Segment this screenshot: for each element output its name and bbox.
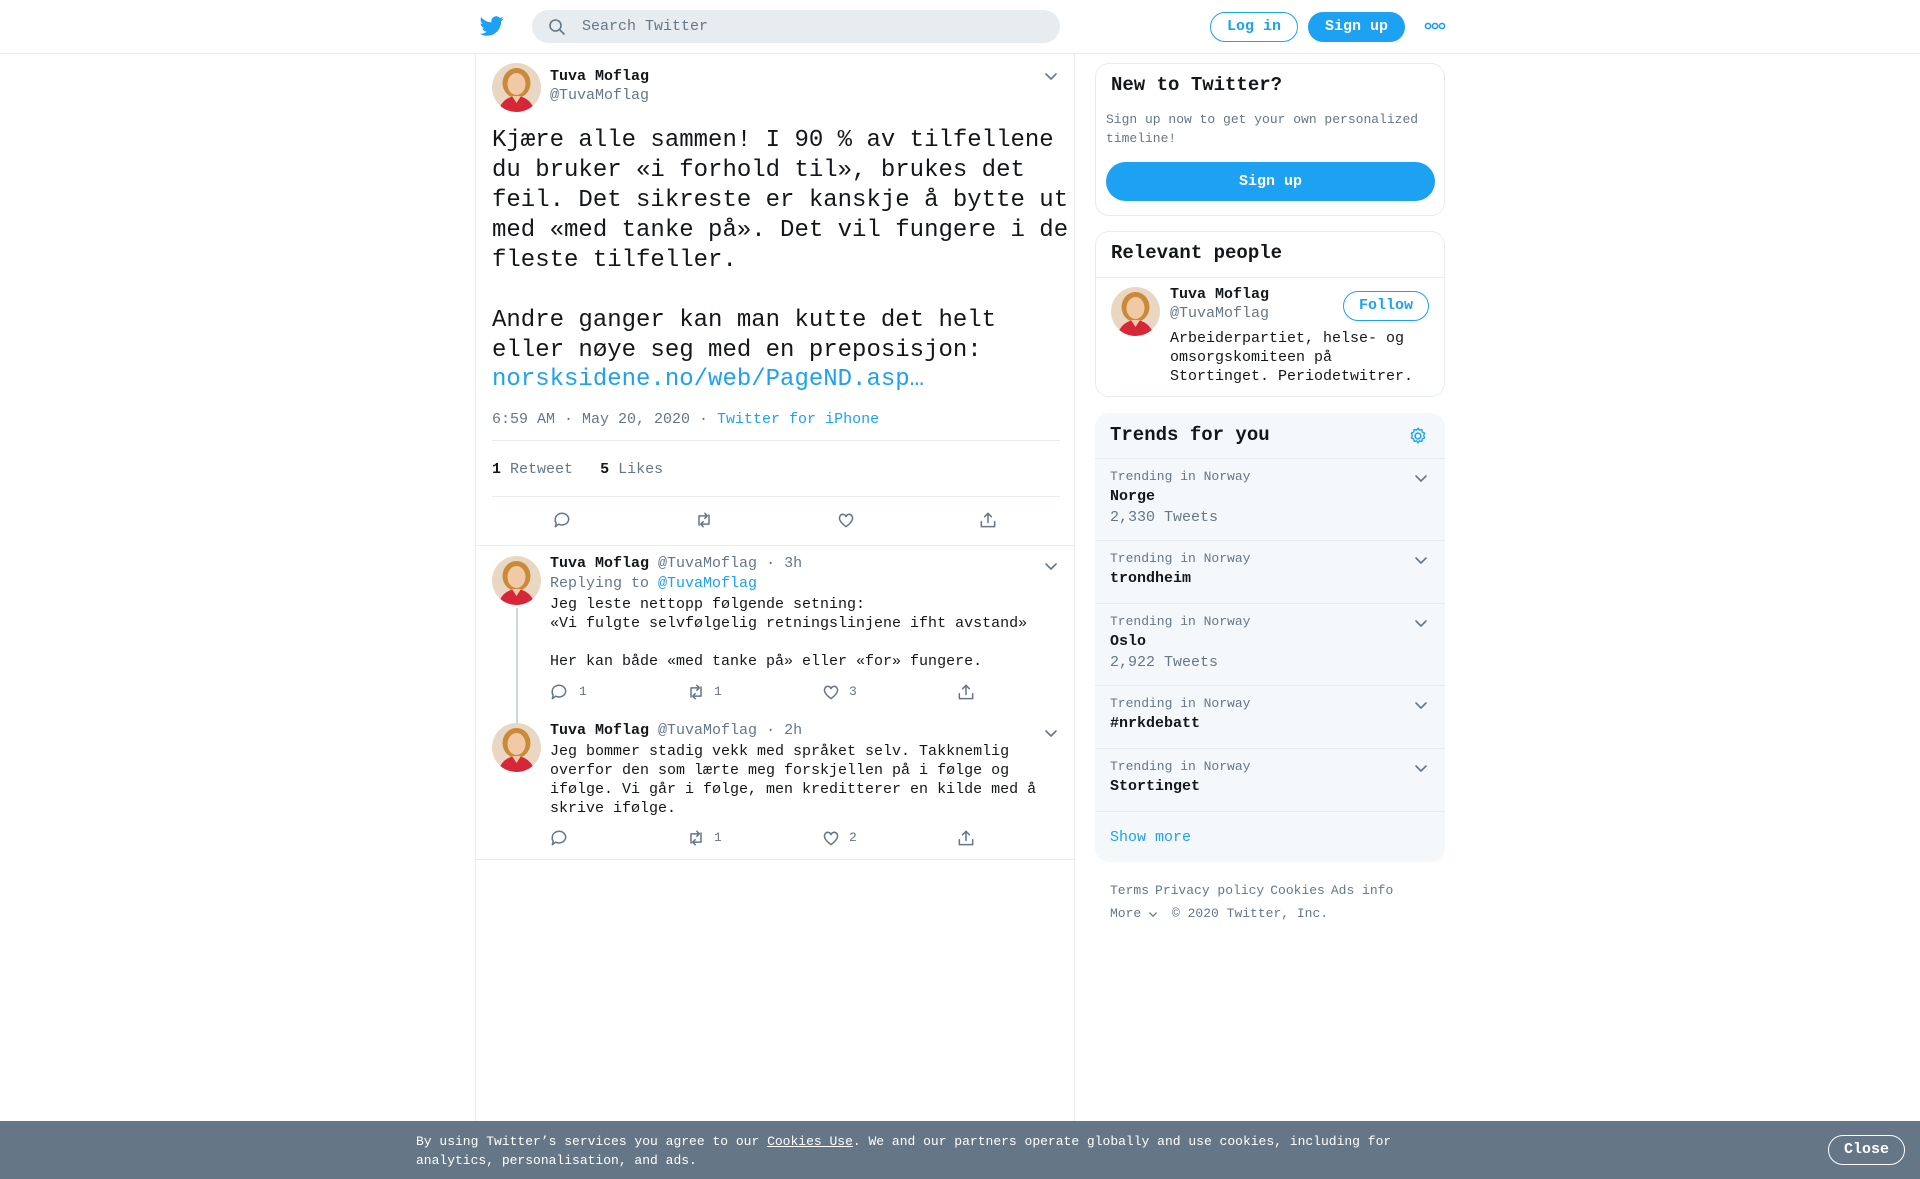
like-icon[interactable] <box>836 510 856 530</box>
close-button[interactable]: Close <box>1828 1135 1905 1165</box>
trend-count: 2,922 Tweets <box>1110 654 1219 671</box>
reply-header <box>550 555 802 572</box>
tweet-age[interactable]: · 3h <box>766 555 803 572</box>
tweet-source[interactable]: Twitter for iPhone <box>717 411 880 428</box>
reply-count: 1 <box>579 684 587 699</box>
copyright: © 2020 Twitter, Inc. <box>1172 906 1329 921</box>
chevron-down-icon <box>1148 910 1158 918</box>
divider <box>1095 811 1445 812</box>
tweet-age[interactable]: · 2h <box>766 722 803 739</box>
share-icon[interactable] <box>956 828 976 848</box>
trend-name[interactable]: Norge <box>1110 488 1156 505</box>
footer-link-ads-info[interactable]: Ads info <box>1330 883 1394 898</box>
card-title: Trends for you <box>1110 424 1270 446</box>
person-handle[interactable]: @TuvaMoflag <box>1170 305 1270 322</box>
chevron-down-icon[interactable] <box>1414 473 1428 483</box>
tweet-timestamp <box>492 411 879 428</box>
like-icon[interactable] <box>821 682 841 702</box>
card-title: New to Twitter? <box>1111 74 1283 96</box>
trend-context: Trending in Norway <box>1110 551 1251 566</box>
divider <box>1095 748 1445 749</box>
divider <box>476 859 1074 860</box>
avatar[interactable] <box>492 556 541 605</box>
divider <box>1095 458 1445 459</box>
reply-text: Jeg leste nettopp følgende setning: «Vi fulgte selvfølgelig retningslinjene ifht avstand» Her kan både «med tanke på» eller «for» fungere. <box>550 596 1028 670</box>
retweet-icon[interactable] <box>694 510 714 530</box>
divider <box>476 545 1074 546</box>
retweet-label[interactable]: Retweet <box>510 461 574 478</box>
replying-to-label: Replying to <box>550 575 650 592</box>
footer-more-label: More <box>1110 906 1142 921</box>
reply-icon[interactable] <box>552 510 572 530</box>
trend-name[interactable]: Stortinget <box>1110 778 1201 795</box>
trend-name[interactable]: Oslo <box>1110 633 1147 650</box>
cookie-text-before: By using Twitter’s services you agree to our <box>416 1134 768 1149</box>
trend-context: Trending in Norway <box>1110 696 1251 711</box>
tweet-column <box>475 54 1075 1124</box>
chevron-down-icon[interactable] <box>1044 71 1058 81</box>
chevron-down-icon[interactable] <box>1414 763 1428 773</box>
author-name[interactable]: Tuva Moflag <box>550 68 650 85</box>
relevant-people-card <box>1095 231 1445 397</box>
chevron-down-icon[interactable] <box>1414 700 1428 710</box>
card-subtitle: Sign up now to get your own personalized timeline! <box>1106 112 1419 146</box>
gear-icon[interactable] <box>1408 426 1428 446</box>
trend-context: Trending in Norway <box>1110 469 1251 484</box>
follow-button[interactable]: Follow <box>1343 291 1429 321</box>
cookies-use-link[interactable]: Cookies Use <box>767 1134 853 1149</box>
like-label[interactable]: Likes <box>618 461 664 478</box>
twitter-bird-icon[interactable] <box>479 14 505 38</box>
reply-icon[interactable] <box>549 828 569 848</box>
tweet-time[interactable]: 6:59 AM · May 20, 2020 · <box>492 411 718 428</box>
chevron-down-icon[interactable] <box>1414 555 1428 565</box>
trend-name[interactable]: trondheim <box>1110 570 1192 587</box>
trend-context: Trending in Norway <box>1110 614 1251 629</box>
divider <box>1095 603 1445 604</box>
divider <box>1096 277 1444 278</box>
author-name[interactable]: Tuva Moflag <box>550 555 650 572</box>
footer-link-terms[interactable]: Terms <box>1110 883 1150 898</box>
footer <box>1110 879 1430 925</box>
share-icon[interactable] <box>978 510 998 530</box>
chevron-down-icon[interactable] <box>1044 728 1058 738</box>
search-bar <box>532 10 1060 43</box>
reply-icon[interactable] <box>549 682 569 702</box>
card-title: Relevant people <box>1111 242 1283 264</box>
cookie-text <box>416 1132 1416 1170</box>
cookie-banner <box>0 1121 1920 1179</box>
tweet-link[interactable]: norsksidene.no/web/PageND.asp… <box>492 366 925 393</box>
avatar[interactable] <box>492 723 541 772</box>
retweet-icon[interactable] <box>686 828 706 848</box>
author-name[interactable]: Tuva Moflag <box>550 722 650 739</box>
person-bio: Arbeiderpartiet, helse- og omsorgskomiteen på Stortinget. Periodetwitrer. <box>1170 330 1414 385</box>
divider <box>1095 685 1445 686</box>
signup-button[interactable]: Sign up <box>1106 162 1435 201</box>
author-handle[interactable]: @TuvaMoflag <box>658 722 758 739</box>
retweet-count[interactable]: 1 <box>492 461 502 478</box>
like-count: 3 <box>849 684 857 699</box>
divider <box>492 496 1060 497</box>
trend-context: Trending in Norway <box>1110 759 1251 774</box>
divider <box>1095 540 1445 541</box>
signup-button[interactable]: Sign up <box>1308 12 1405 42</box>
show-more-link[interactable]: Show more <box>1110 829 1192 846</box>
retweet-count: 1 <box>714 684 722 699</box>
footer-link-cookies[interactable]: Cookies <box>1270 883 1325 898</box>
like-icon[interactable] <box>821 828 841 848</box>
author-handle[interactable]: @TuvaMoflag <box>550 87 650 104</box>
like-count[interactable]: 5 <box>600 461 610 478</box>
replying-to-handle[interactable]: @TuvaMoflag <box>658 575 758 592</box>
footer-link-privacy[interactable]: Privacy policy <box>1155 883 1265 898</box>
reply-text: Jeg bommer stadig vekk med språket selv. Takknemlig overfor den som lærte meg forskjellen på i følge og ifølge. Vi går i følge, men kreditterer en kilde med å skrive ifølge. <box>550 743 1046 817</box>
new-to-twitter-card <box>1095 63 1445 216</box>
search-input[interactable] <box>582 10 1042 43</box>
like-count: 2 <box>849 830 857 845</box>
retweet-icon[interactable] <box>686 682 706 702</box>
trend-name[interactable]: #nrkdebatt <box>1110 715 1201 732</box>
search-icon <box>548 18 566 36</box>
divider <box>492 440 1060 441</box>
person-name[interactable]: Tuva Moflag <box>1170 286 1270 303</box>
tweet-stats <box>492 461 663 478</box>
chevron-down-icon[interactable] <box>1044 561 1058 571</box>
share-icon[interactable] <box>956 682 976 702</box>
replying-to <box>550 575 757 592</box>
trends-card <box>1095 413 1445 862</box>
top-navigation-bar <box>0 0 1920 54</box>
chevron-down-icon[interactable] <box>1414 618 1428 628</box>
tweet-text: Kjære alle sammen! I 90 % av tilfellene du bruker «i forhold til», brukes det feil. Det sikreste er kanskje å bytte ut med «med tanke på». Det vil fungere i de fleste tilfeller. Andre ganger kan man kutte det helt eller nøye seg med en preposisjon: <box>492 127 1069 364</box>
avatar[interactable] <box>1111 287 1160 336</box>
author-handle[interactable]: @TuvaMoflag <box>658 555 758 572</box>
footer-more-menu[interactable] <box>1110 906 1158 921</box>
cookie-text-after: . We and our partners operate globally and use cookies, including for analytics, personalisation, and ads. <box>416 1134 1392 1168</box>
trend-count: 2,330 Tweets <box>1110 509 1219 526</box>
retweet-count: 1 <box>714 830 722 845</box>
reply-header <box>550 722 802 739</box>
avatar[interactable] <box>492 63 541 112</box>
more-options-icon[interactable] <box>1424 20 1446 32</box>
login-button[interactable]: Log in <box>1210 12 1298 42</box>
